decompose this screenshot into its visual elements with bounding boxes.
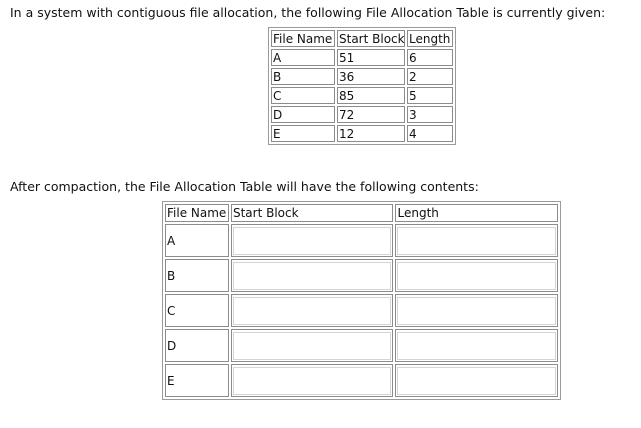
column-header-start-block: Start Block — [339, 31, 405, 46]
file-name-cell: A — [165, 224, 229, 257]
start-block-cell: 72 — [337, 106, 405, 123]
length-answer-input[interactable] — [397, 297, 556, 325]
table-row — [271, 106, 453, 123]
table-row — [165, 329, 558, 362]
column-header-file-name: File Name — [165, 204, 229, 222]
length-cell: 5 — [407, 87, 453, 104]
start-block-cell: 12 — [337, 125, 405, 142]
table-header-row — [271, 30, 453, 47]
file-name-cell: A — [271, 49, 335, 66]
length-cell: 4 — [407, 125, 453, 142]
length-answer-input[interactable] — [397, 262, 556, 290]
file-name-cell: D — [165, 329, 229, 362]
start-block-cell: 36 — [337, 68, 405, 85]
start-block-answer-cell — [231, 329, 394, 362]
question-intro-text: In a system with contiguous file allocation, the following File Allocation Table is currently given: — [10, 5, 606, 20]
length-answer-cell — [395, 294, 558, 327]
file-name-cell: D — [271, 106, 335, 123]
table-row — [271, 49, 453, 66]
table-header-row — [165, 204, 558, 222]
start-block-answer-input[interactable] — [233, 262, 392, 290]
table-row — [271, 125, 453, 142]
start-block-answer-cell — [231, 364, 394, 397]
column-header-start-block: Start Block — [231, 204, 394, 222]
start-block-answer-cell — [231, 224, 394, 257]
length-answer-cell — [395, 364, 558, 397]
file-name-cell: E — [271, 125, 335, 142]
start-block-cell: 85 — [337, 87, 405, 104]
start-block-answer-input[interactable] — [233, 227, 392, 255]
start-block-answer-input[interactable] — [233, 332, 392, 360]
question-after-compaction-text: After compaction, the File Allocation Table will have the following contents: — [10, 179, 479, 194]
column-header-file-name: File Name — [271, 30, 335, 47]
start-block-answer-cell — [231, 294, 394, 327]
length-answer-cell — [395, 259, 558, 292]
length-cell: 3 — [407, 106, 453, 123]
length-answer-input[interactable] — [397, 227, 556, 255]
length-cell: 6 — [407, 49, 453, 66]
column-header-length: Length — [395, 204, 558, 222]
length-answer-input[interactable] — [397, 332, 556, 360]
length-answer-cell — [395, 329, 558, 362]
start-block-answer-input[interactable] — [233, 367, 392, 395]
table-row — [271, 68, 453, 85]
table-row — [271, 87, 453, 104]
compaction-file-allocation-table — [162, 201, 561, 400]
start-block-cell: 51 — [337, 49, 405, 66]
start-block-answer-input[interactable] — [233, 297, 392, 325]
length-cell: 2 — [407, 68, 453, 85]
file-name-cell: B — [271, 68, 335, 85]
file-name-cell: C — [271, 87, 335, 104]
column-header-length: Length — [407, 30, 453, 47]
start-block-answer-cell — [231, 259, 394, 292]
file-name-cell: E — [165, 364, 229, 397]
given-file-allocation-table — [268, 27, 456, 145]
file-name-cell: B — [165, 259, 229, 292]
file-name-cell: C — [165, 294, 229, 327]
length-answer-input[interactable] — [397, 367, 556, 395]
length-answer-cell — [395, 224, 558, 257]
table-row — [165, 224, 558, 257]
table-row — [165, 364, 558, 397]
table-row — [165, 294, 558, 327]
table-row — [165, 259, 558, 292]
